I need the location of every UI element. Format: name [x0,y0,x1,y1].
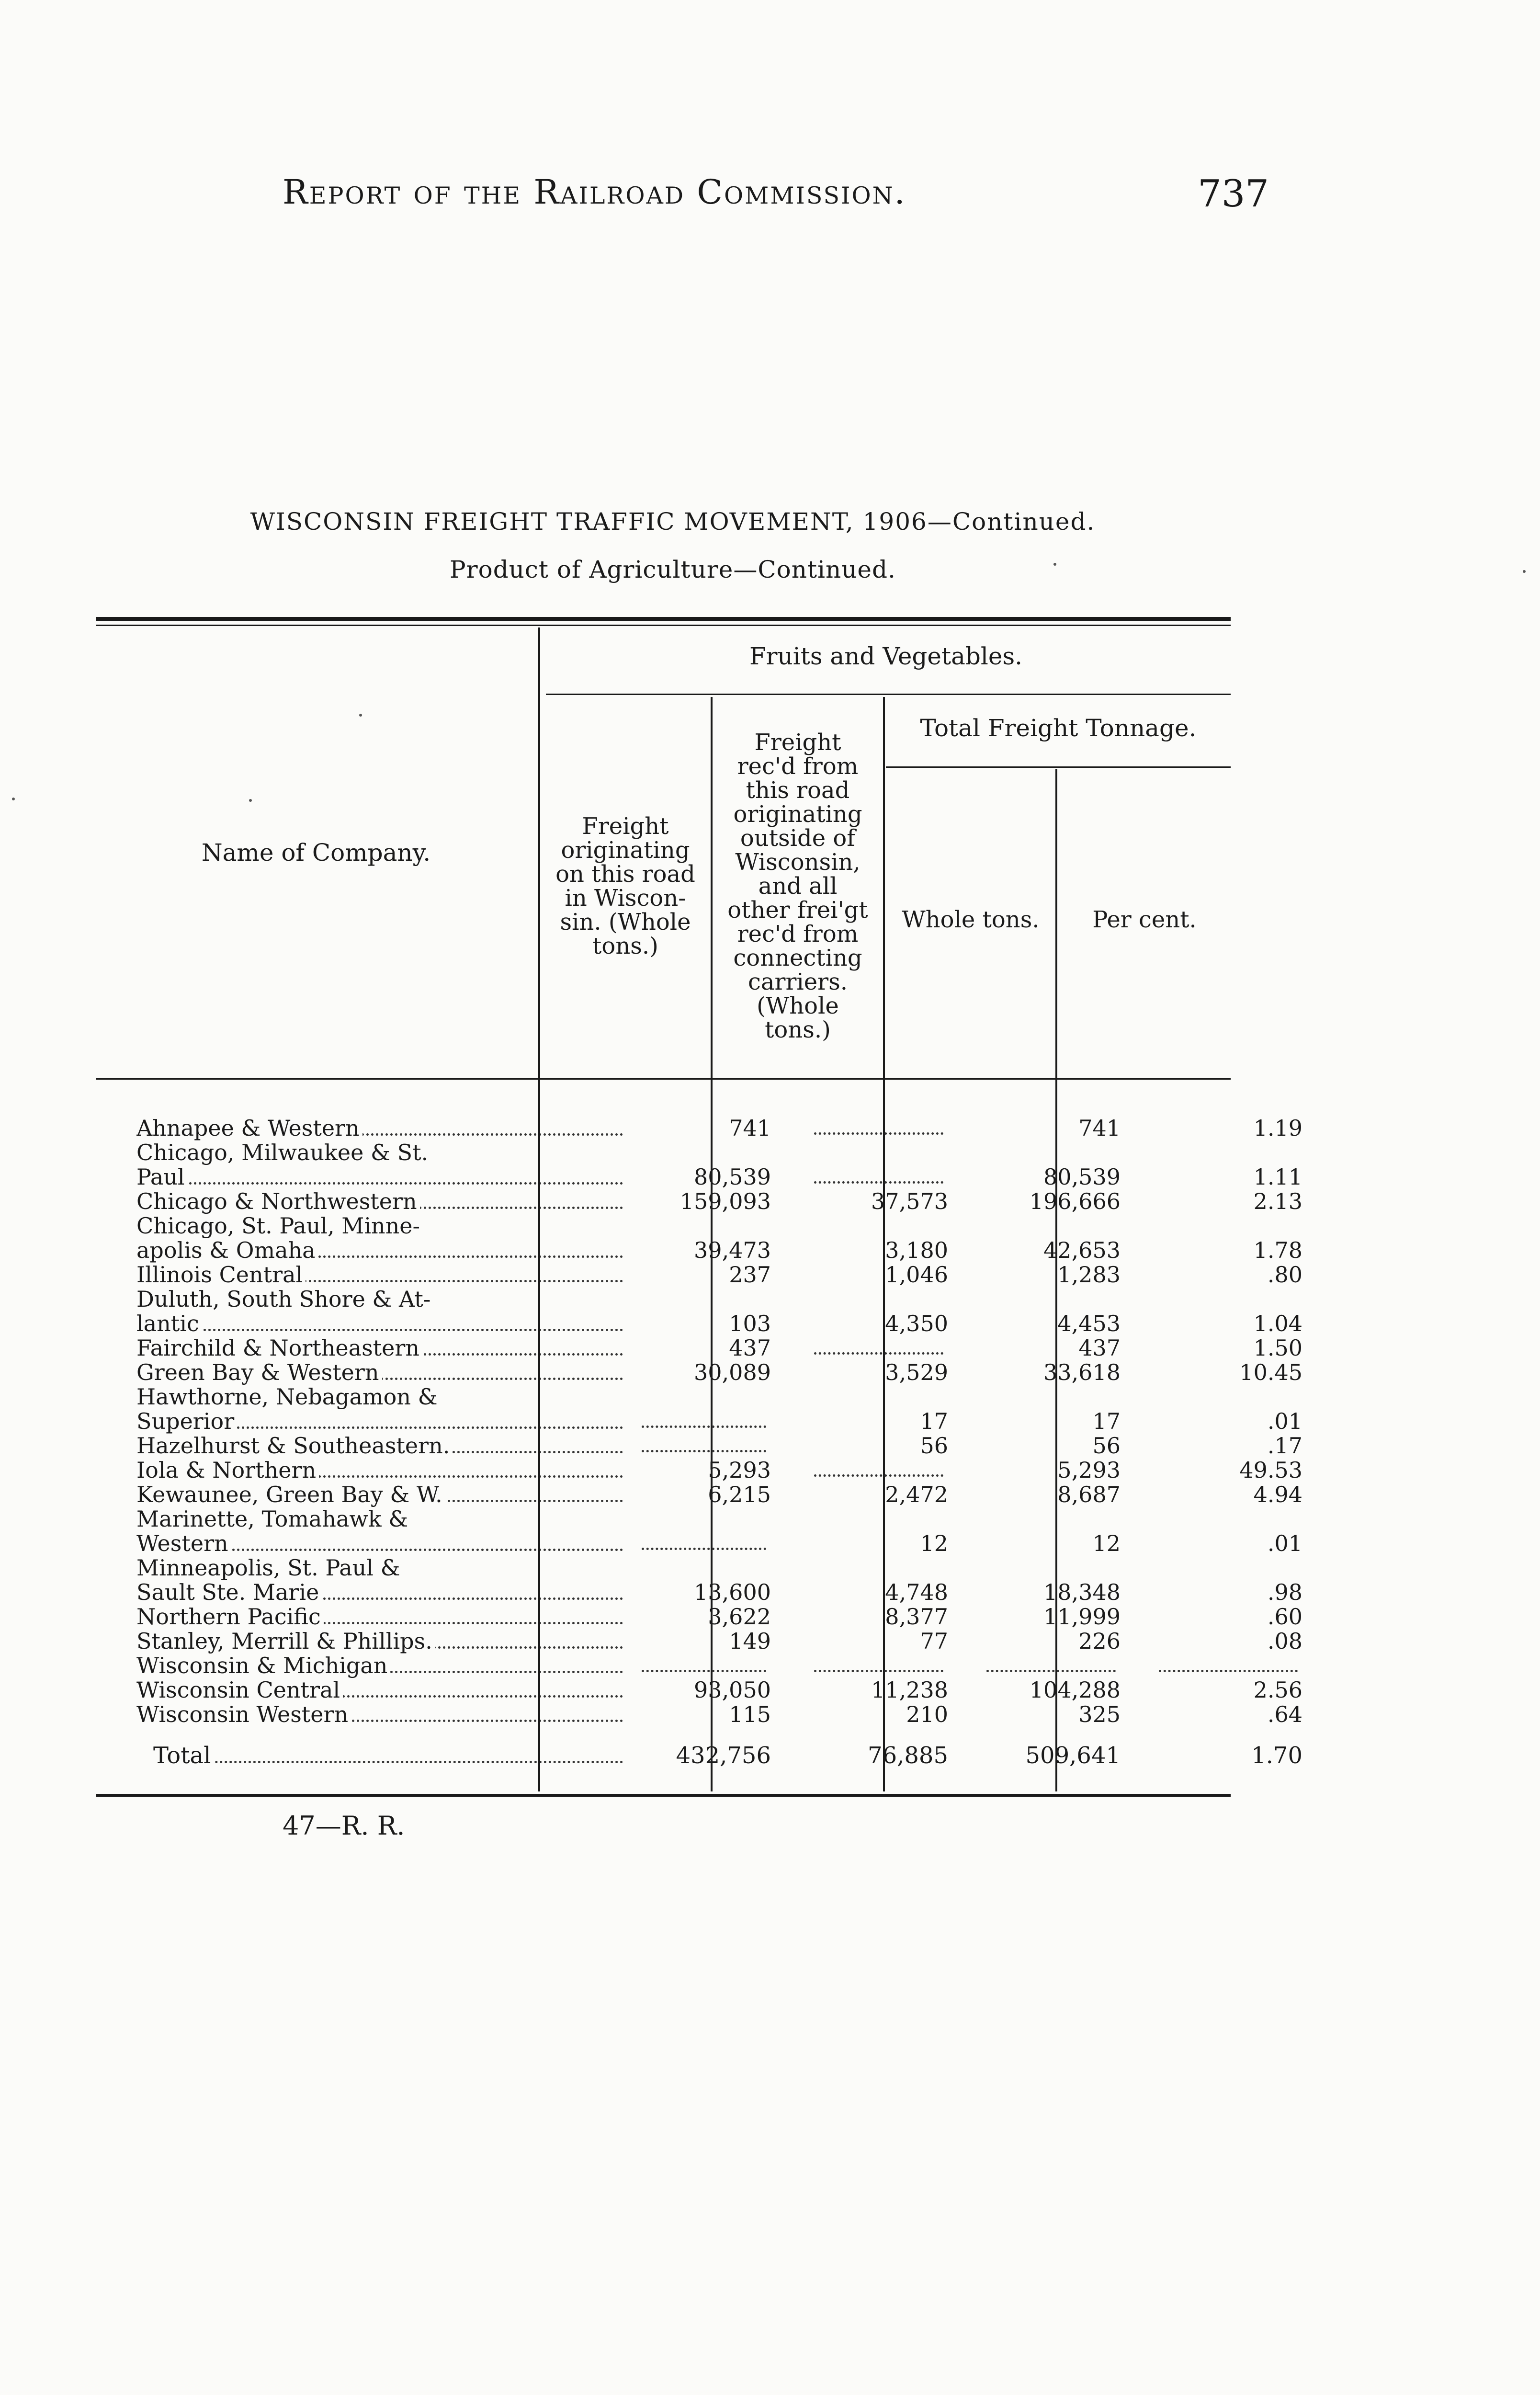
freight-originating-cell [637,1531,771,1556]
table-row [91,1165,1302,1189]
per-cent-cell: .01 [1267,1409,1302,1434]
table-bottom-rule [96,1794,1231,1797]
freight-originating-cell: 437 [729,1336,771,1360]
freight-originating-cell: 39,473 [694,1238,771,1263]
company-name [136,1238,630,1263]
whole-tons-cell: 17 [1092,1409,1121,1434]
whole-tons-cell: 8,687 [1057,1483,1121,1507]
header-total-freight-tonnage: Total Freight Tonnage. [920,714,1197,742]
header-whole-tons: Whole tons. [902,906,1040,933]
whole-tons-cell: 12 [1092,1531,1121,1556]
per-cent-cell: .17 [1267,1434,1302,1458]
company-name-text: Chicago & Northwestern [136,1189,420,1214]
table-row [91,1409,1302,1434]
freight-originating-cell [637,1654,771,1678]
company-name [136,1654,630,1678]
scan-speck [249,799,252,802]
company-name [136,1336,630,1360]
total-row [91,1744,1302,1768]
freight-originating-cell [637,1409,771,1434]
company-name [136,1116,630,1140]
company-name [136,1678,630,1702]
per-cent-cell: .64 [1267,1702,1302,1727]
freight-received-cell [809,1336,948,1360]
per-cent-cell: 10.45 [1239,1360,1302,1385]
company-name [136,1214,630,1238]
freight-received-cell [809,1654,948,1678]
table-row [91,1287,1226,1312]
company-name-text: lantic [136,1312,202,1336]
table-row [91,1385,1226,1409]
table-row [91,1312,1302,1336]
company-name [136,1312,630,1336]
company-name-text: Fairchild & Northeastern [136,1336,422,1360]
company-name-text: Superior [136,1409,237,1434]
freight-originating-cell: 149 [729,1629,771,1654]
per-cent-cell: 1.78 [1253,1238,1302,1263]
per-cent-cell: 1.19 [1253,1116,1302,1140]
scan-speck [12,798,15,800]
company-name-text: Wisconsin Central [136,1678,343,1702]
whole-tons-cell: 56 [1092,1434,1121,1458]
per-cent-cell: .80 [1267,1263,1302,1287]
company-name [136,1458,630,1483]
table-title: WISCONSIN FREIGHT TRAFFIC MOVEMENT, 1906—Continued. [250,508,1096,536]
table-row [91,1116,1302,1140]
company-name [136,1165,630,1189]
per-cent-cell: 4.94 [1253,1483,1302,1507]
company-name [136,1189,630,1214]
freight-received-cell: 1,046 [885,1263,948,1287]
company-name-text: Iola & Northern [136,1458,319,1483]
company-name-text: Hawthorne, Nebagamon & [136,1385,441,1409]
company-name [136,1287,630,1312]
table-row [91,1531,1302,1556]
whole-tons-cell: 741 [1078,1116,1121,1140]
per-cent-cell: .60 [1267,1605,1302,1629]
page-number: 737 [1198,172,1269,216]
freight-received-cell: 3,180 [885,1238,948,1263]
whole-tons-cell: 18,348 [1043,1580,1121,1605]
table-row [91,1556,1226,1580]
freight-originating-cell: 13,600 [694,1580,771,1605]
company-name [136,1409,630,1434]
freight-originating-cell: 6,215 [708,1483,771,1507]
company-name-text: Wisconsin Western [136,1702,351,1727]
table-row [91,1702,1302,1727]
table-row [91,1140,1226,1165]
whole-tons-cell: 11,999 [1043,1605,1121,1629]
table-row [91,1238,1302,1263]
total-label-text: Total [153,1744,214,1768]
per-cent-cell: 1.11 [1253,1165,1302,1189]
total-label [153,1744,630,1768]
company-name-text: Green Bay & Western [136,1360,382,1385]
company-name-text: Chicago, Milwaukee & St. [136,1140,431,1165]
company-name-text: Western [136,1531,231,1556]
freight-originating-cell: 741 [729,1116,771,1140]
group-underline [546,694,1231,695]
per-cent-cell: 2.56 [1253,1678,1302,1702]
whole-tons-cell: 325 [1078,1702,1121,1727]
company-name-text: Sault Ste. Marie [136,1580,322,1605]
scan-speck [359,714,362,717]
company-name [136,1605,630,1629]
per-cent-cell: .08 [1267,1629,1302,1654]
freight-received-cell: 56 [920,1434,948,1458]
freight-originating-cell: 115 [729,1702,771,1727]
freight-received-cell [809,1165,948,1189]
company-name [136,1434,630,1458]
company-name-text: Ahnapee & Western [136,1116,362,1140]
freight-received-cell: 17 [920,1409,948,1434]
table-row [91,1263,1302,1287]
table-row [91,1483,1302,1507]
whole-tons-cell: 1,283 [1057,1263,1121,1287]
running-head-title: Report of the Railroad Commission. [283,172,906,212]
table-row [91,1629,1302,1654]
table-row [91,1189,1302,1214]
header-bottom-rule [96,1078,1231,1080]
freight-received-cell: 12 [920,1531,948,1556]
table-top-rule-thin [96,625,1231,626]
freight-received-cell [809,1116,948,1140]
per-cent-cell: 49.53 [1239,1458,1302,1483]
company-name-text: apolis & Omaha [136,1238,318,1263]
company-name-text: Wisconsin & Michigan [136,1654,390,1678]
freight-received-cell: 11,238 [871,1678,948,1702]
company-name-text: Chicago, St. Paul, Minne- [136,1214,423,1238]
header-freight-received: Freight rec'd from this road originating outside of Wisconsin, and all other frei'gt rec'd from connecting carriers. (Whole tons.) [727,729,868,1043]
whole-tons-cell: 104,288 [1029,1678,1121,1702]
freight-received-cell: 210 [906,1702,948,1727]
running-head [283,172,1269,225]
whole-tons-cell: 226 [1078,1629,1121,1654]
header-per-cent: Per cent. [1092,906,1197,933]
freight-received-cell: 37,573 [871,1189,948,1214]
per-cent-cell: 1.50 [1253,1336,1302,1360]
table-top-rule-thick [96,617,1231,621]
freight-received-cell: 4,350 [885,1312,948,1336]
table-subtitle: Product of Agriculture—Continued. [450,556,896,583]
table-row [91,1678,1302,1702]
company-name-text: Stanley, Merrill & Phillips. [136,1629,435,1654]
signature-mark: 47—R. R. [283,1811,405,1841]
freight-received-cell: 77 [920,1629,948,1654]
freight-received-cell: 4,748 [885,1580,948,1605]
whole-tons-cell: 5,293 [1057,1458,1121,1483]
company-name-text: Marinette, Tomahawk & [136,1507,411,1531]
total-per-cent-cell: 1.70 [1251,1744,1302,1768]
company-name [136,1140,630,1165]
per-cent-cell [1154,1654,1302,1678]
freight-originating-cell: 3,622 [708,1605,771,1629]
company-name-text: Minneapolis, St. Paul & [136,1556,403,1580]
company-name [136,1483,630,1507]
freight-received-cell: 2,472 [885,1483,948,1507]
table-row [91,1434,1302,1458]
freight-received-cell [809,1458,948,1483]
freight-received-cell: 8,377 [885,1605,948,1629]
table-row [91,1507,1226,1531]
total-group-underline [886,766,1231,768]
company-name [136,1556,630,1580]
whole-tons-cell: 4,453 [1057,1312,1121,1336]
freight-originating-cell: 93,050 [694,1678,771,1702]
company-name [136,1531,630,1556]
freight-received-cell: 3,529 [885,1360,948,1385]
freight-originating-cell: 159,093 [679,1189,771,1214]
whole-tons-cell: 42,653 [1043,1238,1121,1263]
company-name [136,1360,630,1385]
company-name-text: Illinois Central [136,1263,306,1287]
whole-tons-cell: 80,539 [1043,1165,1121,1189]
header-freight-originating: Freight originating on this road in Wiscon- sin. (Whole tons.) [555,813,695,959]
table-row [91,1360,1302,1385]
company-name-text: Kewaunee, Green Bay & W. [136,1483,445,1507]
table-row [91,1336,1302,1360]
whole-tons-cell: 33,618 [1043,1360,1121,1385]
company-name [136,1507,630,1531]
table-row [91,1654,1226,1678]
whole-tons-cell: 437 [1078,1336,1121,1360]
per-cent-cell: 1.04 [1253,1312,1302,1336]
table-row [91,1580,1302,1605]
company-name [136,1629,630,1654]
company-name [136,1385,630,1409]
whole-tons-cell [982,1654,1121,1678]
total-originating-cell: 432,756 [676,1744,771,1768]
header-name-of-company: Name of Company. [201,839,431,867]
company-name-text: Paul [136,1165,188,1189]
freight-originating-cell [637,1434,771,1458]
freight-originating-cell: 237 [729,1263,771,1287]
company-name [136,1580,630,1605]
company-name [136,1702,630,1727]
per-cent-cell: 2.13 [1253,1189,1302,1214]
company-name [136,1263,630,1287]
company-name-text: Hazelhurst & Southeastern. [136,1434,453,1458]
scan-speck [1053,563,1056,566]
freight-originating-cell: 5,293 [708,1458,771,1483]
table-row [91,1214,1226,1238]
header-fruits-and-vegetables: Fruits and Vegetables. [749,642,1023,670]
per-cent-cell: .01 [1267,1531,1302,1556]
freight-originating-cell: 80,539 [694,1165,771,1189]
freight-originating-cell: 30,089 [694,1360,771,1385]
table-row [91,1458,1302,1483]
table-row [91,1605,1302,1629]
total-whole-tons-cell: 509,641 [1025,1744,1121,1768]
company-name-text: Northern Pacific [136,1605,324,1629]
per-cent-cell: .98 [1267,1580,1302,1605]
total-received-cell: 76,885 [868,1744,948,1768]
company-name-text: Duluth, South Shore & At- [136,1287,433,1312]
whole-tons-cell: 196,666 [1029,1189,1121,1214]
scan-speck [1523,570,1526,573]
freight-originating-cell: 103 [729,1312,771,1336]
